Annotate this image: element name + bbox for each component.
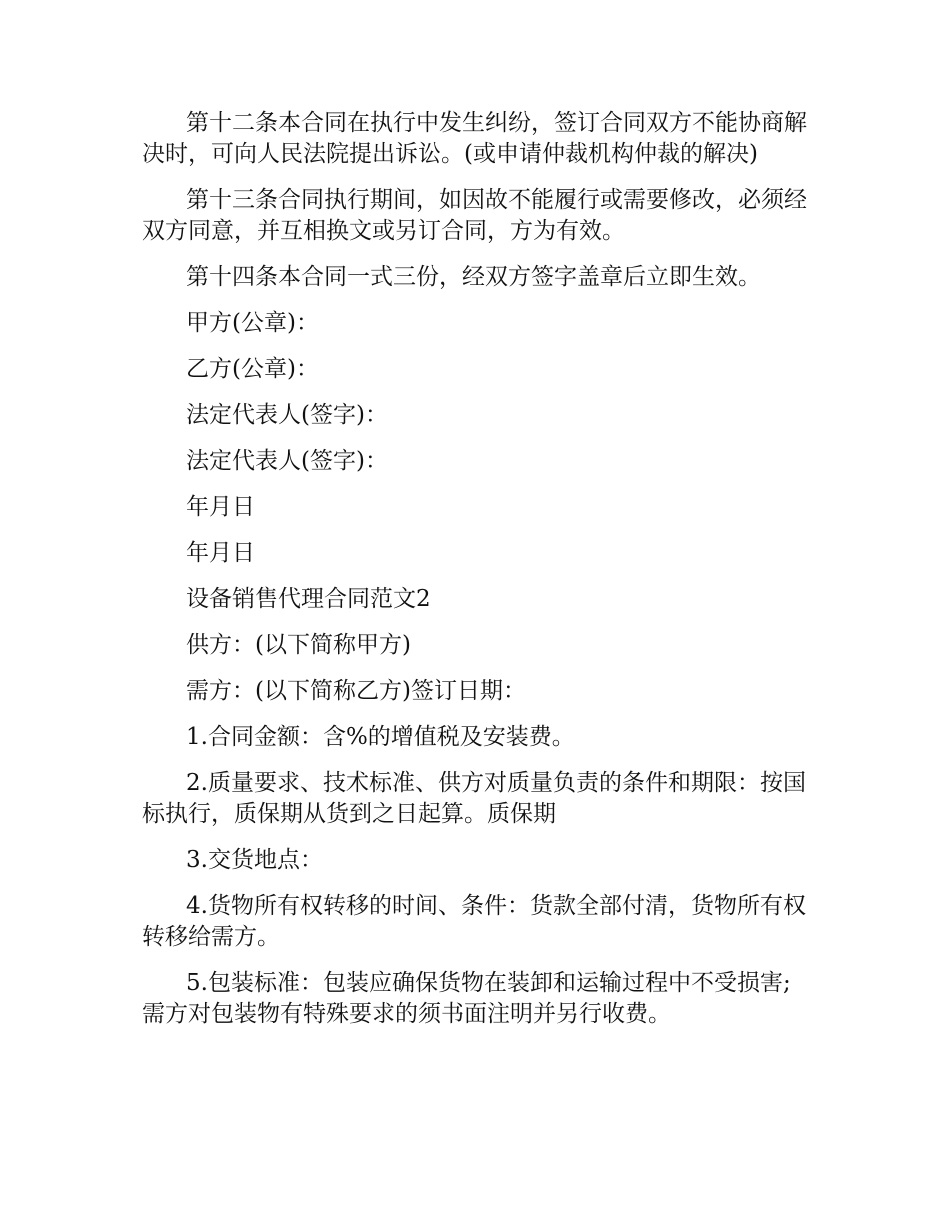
section-heading: 设备销售代理合同范文2: [186, 586, 431, 612]
date-line-a: 年月日: [186, 494, 255, 520]
clause-12-paragraph: 第十二条本合同在执行中发生纠纷，签订合同双方不能协商解决时，可向人民法院提出诉讼。(或申请仲裁机构仲裁的解决): [142, 110, 807, 167]
clause-13-paragraph: 第十三条合同执行期间，如因故不能履行或需要修改，必须经双方同意，并互相换文或另订合同，方为有效。: [142, 187, 807, 244]
legal-rep-signature-line-a: 法定代表人(签字)：: [186, 402, 388, 428]
clause-14-paragraph: 第十四条本合同一式三份，经双方签字盖章后立即生效。: [186, 264, 761, 290]
supplier-line: 供方：(以下简称甲方): [186, 632, 411, 658]
buyer-line: 需方：(以下简称乙方)签订日期：: [186, 678, 526, 704]
item-1-contract-amount: 1.合同金额：含%的增值税及安装费。: [186, 724, 575, 750]
party-a-seal-line: 甲方(公章)：: [186, 310, 319, 336]
item-5-packaging-standard: 5.包装标准：包装应确保货物在装卸和运输过程中不受损害;需方对包装物有特殊要求的须书面注明并另行收费。: [142, 970, 791, 1027]
item-2-quality-requirements: 2.质量要求、技术标准、供方对质量负责的条件和期限：按国标执行，质保期从货到之日起算。质保期: [142, 770, 806, 827]
date-line-b: 年月日: [186, 540, 255, 566]
item-3-delivery-location: 3.交货地点：: [186, 847, 323, 873]
item-4-ownership-transfer: 4.货物所有权转移的时间、条件：货款全部付清，货物所有权转移给需方。: [142, 893, 806, 950]
legal-rep-signature-line-b: 法定代表人(签字)：: [186, 448, 388, 474]
party-b-seal-line: 乙方(公章)：: [186, 356, 319, 382]
document-body: [142, 108, 810, 1045]
